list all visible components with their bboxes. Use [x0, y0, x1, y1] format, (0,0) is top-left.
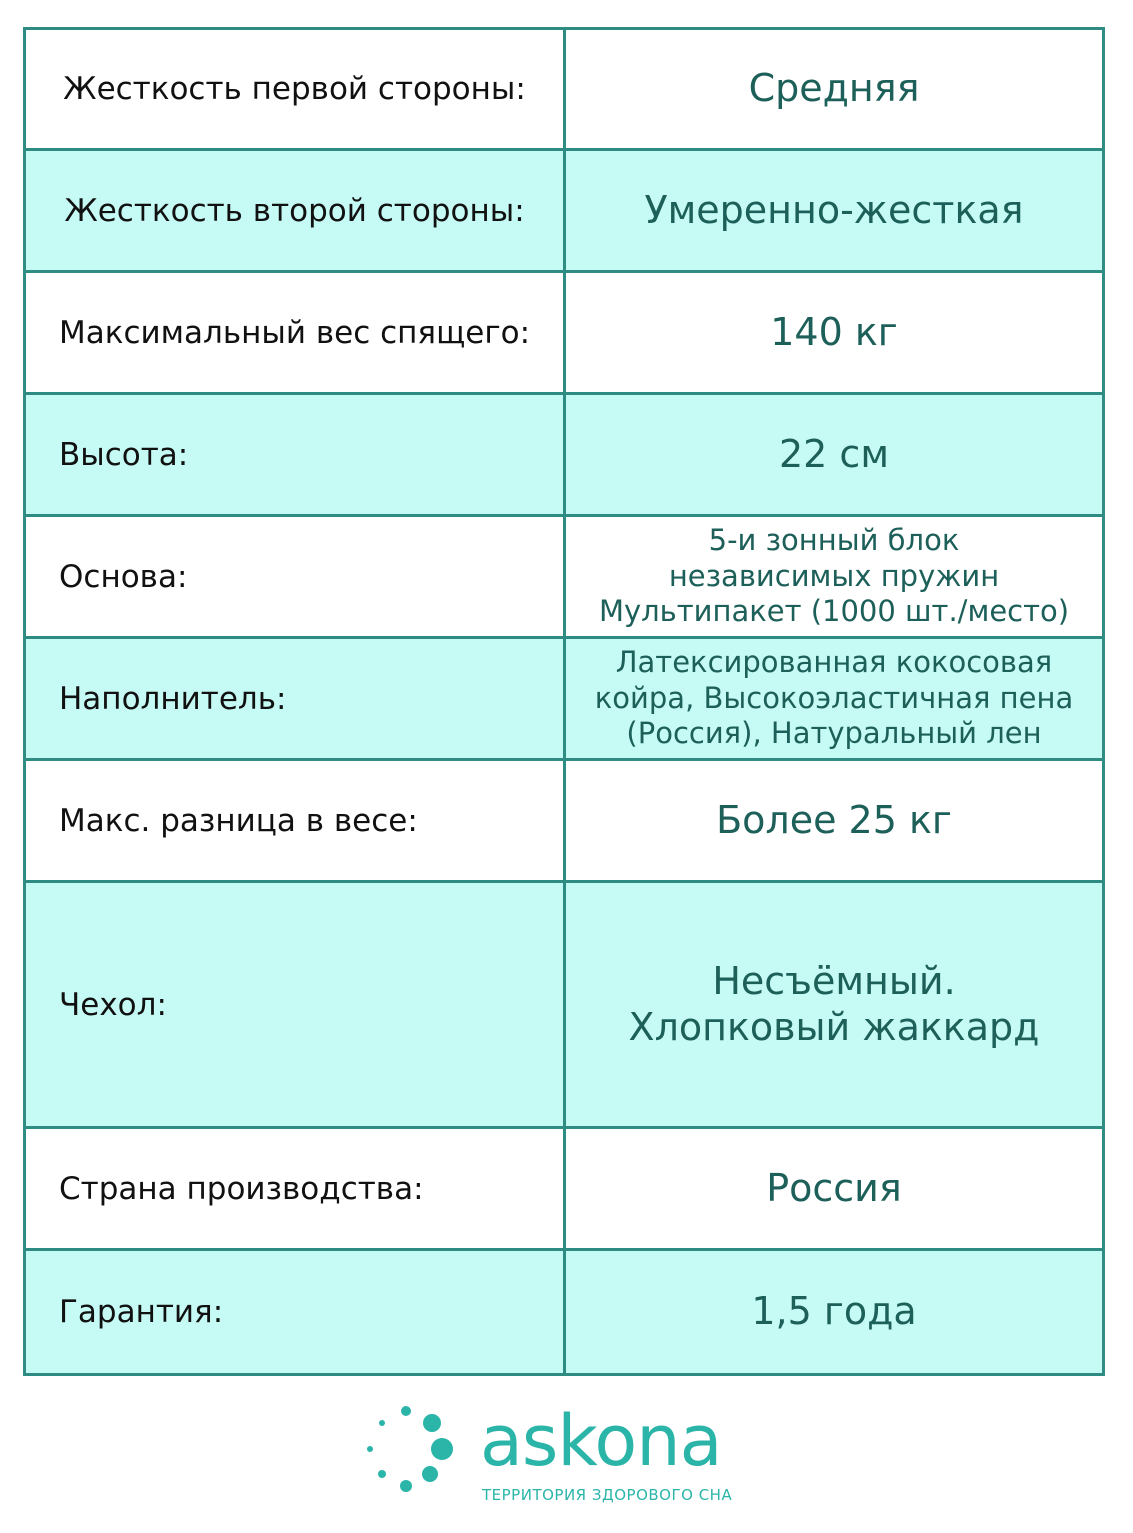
table-row	[26, 273, 1102, 395]
row-value: Более 25 кг	[716, 797, 952, 842]
row-label: Макс. разница в весе:	[26, 761, 566, 880]
table-row	[26, 883, 1102, 1129]
row-value: 22 см	[779, 431, 889, 476]
brand-name: askona	[480, 1400, 722, 1482]
table-row	[26, 395, 1102, 517]
row-value: Россия	[766, 1165, 902, 1210]
row-value: 5-и зонный блок независимых пружин Мультипакет (1000 шт./место)	[598, 523, 1070, 629]
table-row	[26, 151, 1102, 273]
row-label: Страна производства:	[26, 1129, 566, 1248]
table-row	[26, 30, 1102, 151]
logo-dots-icon	[360, 1402, 470, 1502]
table-row	[26, 1251, 1102, 1373]
row-label: Жесткость второй стороны:	[26, 151, 566, 270]
table-row	[26, 1129, 1102, 1251]
row-label: Наполнитель:	[26, 639, 566, 758]
askona-logo	[360, 1402, 780, 1512]
row-label: Максимальный вес спящего:	[26, 273, 566, 392]
table-row	[26, 639, 1102, 761]
row-value: 140 кг	[770, 309, 898, 354]
row-label: Основа:	[26, 517, 566, 636]
row-label: Высота:	[26, 395, 566, 514]
row-value: Несъёмный. Хлопковый жаккард	[628, 958, 1040, 1049]
row-value: 1,5 года	[751, 1289, 917, 1334]
row-label: Жесткость первой стороны:	[26, 30, 566, 148]
specs-table	[23, 27, 1105, 1376]
table-row	[26, 761, 1102, 883]
row-label: Чехол:	[26, 883, 566, 1126]
row-value: Латексированная кокосовая койра, Высокоэластичная пена (Россия), Натуральный лен	[594, 645, 1074, 751]
row-value: Умеренно-жесткая	[644, 187, 1024, 232]
row-label: Гарантия:	[26, 1251, 566, 1373]
row-value: Средняя	[748, 66, 920, 111]
brand-tagline: ТЕРРИТОРИЯ ЗДОРОВОГО СНА	[482, 1486, 733, 1504]
table-row	[26, 517, 1102, 639]
